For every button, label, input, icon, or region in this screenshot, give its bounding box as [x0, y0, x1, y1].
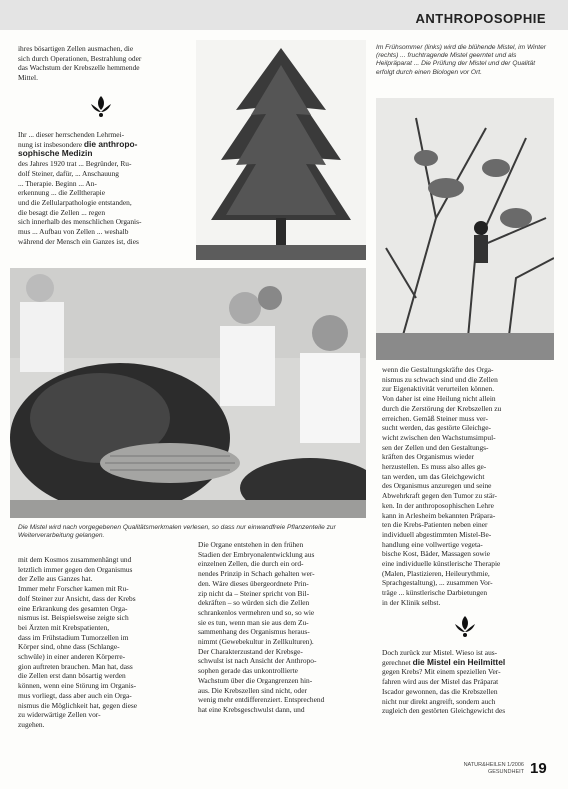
- text-line: Iscador gewonnen, das die Krebszellen: [382, 686, 498, 696]
- text-line: handlung eine vollwertige vegeta-: [382, 539, 483, 549]
- text-line: mit dem Kosmos zusammenhängt und: [18, 555, 132, 564]
- text-line: tan werden, um das Gleichgewicht: [382, 471, 485, 481]
- text-line: nimmt (Gewebekultur in Zellkulturen).: [198, 637, 314, 647]
- text-line: die Zellen erst dann bösartig werden: [18, 671, 126, 681]
- bottom-left-column: [18, 555, 186, 730]
- text-line: nendes Prinzip in Schach gehalten wer-: [198, 569, 315, 579]
- middle-caption: Die Mistel wird nach vorgegebenen Qualitätsmerkmalen verlesen, so dass nur einwandfreie Pflanzenteile zur Weiterverarbeitung gelangen.: [18, 524, 336, 540]
- text-line: zip nicht da – Steiner spricht von Bil-: [198, 588, 310, 598]
- text-line: das Wachstum der Krebszelle hemmende: [18, 63, 140, 73]
- magazine-line: NATUR&HEILEN 1/2006: [463, 762, 524, 768]
- text-line: zugehen.: [18, 719, 45, 729]
- text-line: sen der Zellen und den Gestaltungs-: [382, 442, 489, 452]
- text-line: eine Erkrankung des gesamten Orga-: [18, 603, 128, 613]
- text-line: Die Organe entstehen in den frühen: [198, 540, 304, 549]
- magazine-info: [440, 762, 524, 775]
- bold-phrase: die anthropo-: [83, 138, 138, 149]
- text-line: mus vorliegt, dass aber auch ein Orga-: [18, 690, 132, 700]
- text-line: Stadien der Embryonalentwicklung aus: [198, 549, 315, 559]
- text-line: zu widerwärtige Zellen vor-: [18, 710, 101, 720]
- text-line: Der Charakterzustand der Krebsge-: [198, 646, 303, 656]
- text-line: kräften des Organismus wieder: [382, 452, 475, 462]
- mistletoe-logo-icon: [88, 94, 114, 118]
- text-line: nismus die Möglichkeit hat, gegen diese: [18, 700, 138, 710]
- text-line: erkennung ... die Zelltherapie: [18, 188, 106, 198]
- text-line: Immer mehr Forscher kamen mit Ru-: [18, 584, 129, 594]
- tree-worker-photo: [376, 98, 554, 360]
- text-line: hat eine Krebsgeschwulst dann, und: [198, 704, 305, 714]
- page-number: 19: [530, 760, 547, 777]
- text-line: dolf Steiner, dafür, ... Anschauung: [18, 168, 120, 178]
- text-line: dekräften – so würden sich die Zellen: [198, 598, 310, 608]
- text-line: wenig mehr entdifferenziert. Entsprechend: [198, 695, 325, 705]
- right-column-bottom: [382, 648, 554, 716]
- text-line: sie es tun, wenn man sie aus dem Zu-: [198, 617, 309, 627]
- text-line: gerechnet: [382, 657, 411, 667]
- text-line: zugleich den gestörten Gleichgewicht des: [382, 706, 506, 716]
- text-line: wicht zwischen den Wachstumsimpul-: [382, 432, 496, 442]
- text-line: ken. In der anthroposophischen Lehre: [382, 500, 494, 510]
- text-line: fahren wird aus der Mistel das Präparat: [382, 677, 499, 687]
- text-line: Doch zurück zur Mistel. Wieso ist aus-: [382, 648, 498, 657]
- text-line: (Malen, Plastizieren, Heileurythmie,: [382, 568, 490, 578]
- text-line: während der Mensch ein Ganzes ist, dies: [18, 236, 139, 246]
- bottom-middle-column: [198, 540, 366, 715]
- text-line: dass im Frühstadium Tumorzellen im: [18, 632, 129, 642]
- text-line: der Zelle aus Ganzes hat.: [18, 574, 93, 584]
- text-line: Von daher ist eine Heilung nicht allein: [382, 394, 496, 404]
- text-line: nismus zu schwach sind und die Zellen: [382, 374, 498, 384]
- bold-phrase: sophische Medizin: [18, 148, 93, 159]
- text-line: letztlich immer gegen den Organismus: [18, 564, 133, 574]
- text-line: kann in Arlesheim bekannten Präpara-: [382, 510, 496, 520]
- text-line: wenn die Gestaltungskräfte des Orga-: [382, 365, 494, 374]
- text-line: Sprachgestaltung), ... zusammen Vor-: [382, 578, 493, 588]
- text-line: ihres bösartigen Zellen ausmachen, die: [18, 44, 134, 53]
- text-line: schwüle) in einer anderen Körperre-: [18, 652, 126, 662]
- section-title: ANTHROPOSOPHIE: [415, 11, 546, 26]
- text-line: Abwehrkraft gegen den Tumor zu stär-: [382, 491, 497, 501]
- text-line: schwulst ist nach Ansicht der Anthropo-: [198, 656, 317, 666]
- text-line: sucht werden, das gestörte Gleichge-: [382, 423, 491, 433]
- text-line: eine individuelle künstlerische Therapie: [382, 559, 501, 569]
- right-column-middle: [382, 365, 554, 608]
- top-right-caption: Im Frühsommer (links) wird die blühende Mistel, im Winter (rechts) ... fruchtragende Mistel geerntet und als Heilpräparat ... Die Prüfung der Mistel und der Qualität erfolgt durch einen Biologen vor Ort.: [376, 44, 546, 76]
- text-line: des Jahres 1920 trat ... Begründer, Ru-: [18, 159, 132, 169]
- text-line: aus. Die Krebszellen sind nicht, oder: [198, 685, 307, 695]
- sorting-photo: [10, 268, 366, 518]
- text-line: bische Kost, Bäder, Massagen sowie: [382, 549, 491, 559]
- text-line: mus ... Aufbau von Zellen ... weshalb: [18, 227, 129, 237]
- text-line: die besagt die Zellen ... regen: [18, 207, 106, 217]
- text-line: Ihr ... dieser herrschenden Lehrmei-: [18, 130, 125, 139]
- text-line: individuell abgestimmten Mistel-Be-: [382, 529, 492, 539]
- bold-phrase: die Mistel ein Heilmittel: [412, 656, 506, 667]
- text-line: herzustellen. Es muss also alles ge-: [382, 462, 487, 472]
- top-left-intro: [18, 44, 188, 83]
- text-line: und die Zellularpathologie entstanden,: [18, 197, 132, 207]
- top-left-paragraph: [18, 130, 188, 246]
- magazine-line: GESUNDHEIT: [487, 768, 524, 775]
- text-line: den. Wäre dieses übergeordnete Prin-: [198, 578, 309, 588]
- text-line: nung ist insbesondere: [18, 139, 83, 149]
- text-line: sich durch Operationen, Bestrahlung oder: [18, 53, 142, 63]
- text-line: Körper sind, ohne dass (Schlange-: [18, 642, 120, 652]
- text-line: einzelnen Zellen, die durch ein ord-: [198, 559, 304, 569]
- text-line: in der Klinik selbst.: [382, 597, 441, 607]
- text-line: können, wenn eine Störung im Organis-: [18, 681, 137, 691]
- text-line: gion auftreten brauchen. Man hat, dass: [18, 661, 133, 671]
- tree-photo: [196, 40, 366, 260]
- text-line: dolf Steiner zur Ansicht, dass der Krebs: [18, 593, 136, 603]
- text-line: sammenhang des Organismus heraus-: [198, 627, 310, 637]
- text-line: des Organismus anzuregen und seine: [382, 481, 492, 491]
- text-line: nicht nur direkt angreift, sondern auch: [382, 696, 496, 706]
- text-line: schrankenlos vermehren und so, so wie: [198, 607, 315, 617]
- text-line: sich innerhalb des menschlichen Organis-: [18, 217, 142, 227]
- text-line: ten die Krebs-Patienten neben einer: [382, 520, 488, 530]
- text-line: Mittel.: [18, 73, 38, 83]
- text-line: Wachstum über die Organgrenzen hin-: [198, 675, 313, 685]
- text-line: erreichen. Gemäß Steiner muss ver-: [382, 413, 488, 423]
- text-line: ... Therapie. Beginn ... An-: [18, 178, 97, 188]
- text-line: träge ... künstlerische Darbietungen: [382, 588, 488, 598]
- text-line: bei Ärzten mit Krebspatienten,: [18, 622, 110, 632]
- mistletoe-logo-icon: [452, 614, 478, 638]
- text-line: durch die Zerstörung der Krebszellen zu: [382, 403, 502, 413]
- text-line: nismus ist. Beispielsweise zeigte sich: [18, 613, 129, 623]
- text-line: zur Eigenaktivität verurteilen können.: [382, 384, 495, 394]
- text-line: sophen gerade das unkontrollierte: [198, 666, 298, 676]
- text-line: gegen Krebs? Mit einem speziellen Ver-: [382, 667, 501, 677]
